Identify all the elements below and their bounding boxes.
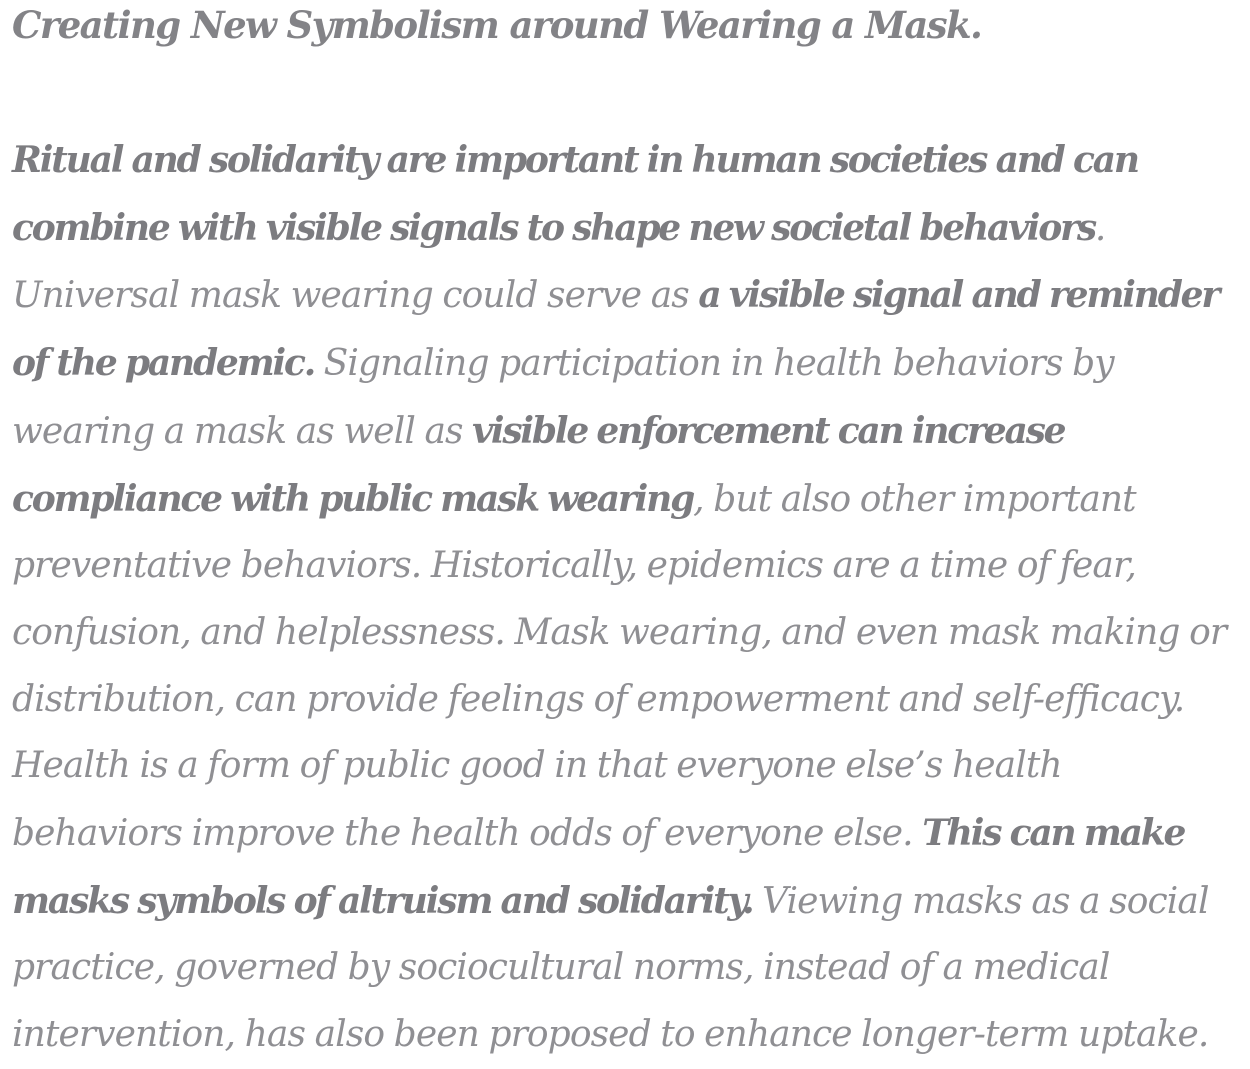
emphasis-ritual-solidarity: Ritual and solidarity are important in human societies and can combine with visible signals to shape new societal behaviors: [12, 139, 1138, 249]
document-page: [12, 0, 1240, 1069]
text-viewing-masks: Viewing masks as a social practice, governed by sociocultural norms, instead of a medical intervention, has also been proposed to enhance longer-term uptake.: [12, 880, 1209, 1056]
emphasis-visible-enforcement: visible enforcement can increase compliance with public mask wearing: [12, 409, 1065, 520]
text-historically: , but also other important preventative behaviors. Historically, epidemics are a time of fear, confusion, and helplessness. Mask wearing, and even mask making or distribution, can provide feelings of empowerment and self-efficacy. Health is a form of public good in that everyone else’s health behaviors improve the health odds of everyone else.: [12, 478, 1227, 855]
emphasis-altruism-solidarity: This can make masks symbols of altruism and solidarity.: [12, 812, 1185, 922]
text-universal-mask: . Universal mask wearing could serve as: [12, 207, 1106, 317]
text-signaling-participation: Signaling participation in health behaviors by wearing a mask as well as: [12, 343, 1114, 452]
body-paragraph: [12, 127, 1240, 1069]
section-heading: Creating New Symbolism around Wearing a Mask.: [12, 3, 982, 47]
emphasis-visible-signal: a visible signal and reminder of the pandemic.: [12, 274, 1219, 385]
